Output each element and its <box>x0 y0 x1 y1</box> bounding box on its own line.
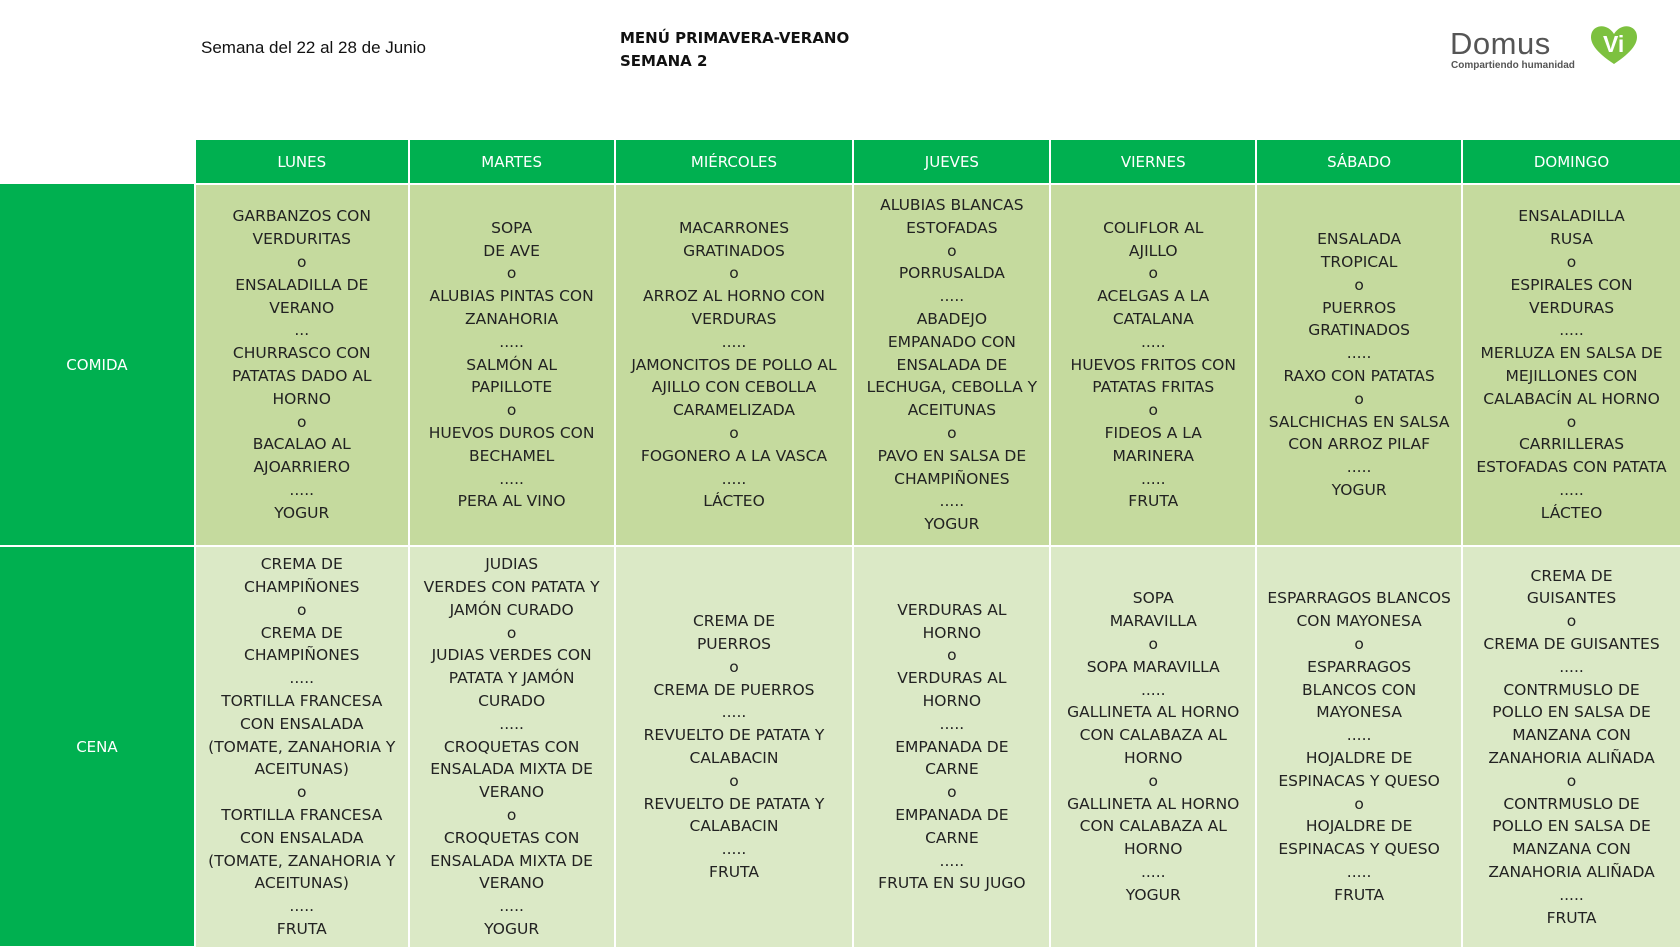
comida-cell-jueves <box>853 184 1050 546</box>
comida-cell-lunes <box>195 184 409 546</box>
day-header-lunes: LUNES <box>195 140 409 184</box>
day-header-martes: MARTES <box>409 140 615 184</box>
row-label-comida: COMIDA <box>0 184 195 546</box>
comida-row <box>0 184 1680 546</box>
menu-title-line2: SEMANA 2 <box>620 52 708 70</box>
logo-tagline: Compartiendo humanidad <box>1451 60 1575 71</box>
comida-text-miercoles: MACARRONES GRATINADOS o ARROZ AL HORNO CON VERDURAS ..... JAMONCITOS DE POLLO AL AJILLO CON CEBOLLA CARAMELIZADA o FOGONERO A LA VASCA ..... LÁCTEO <box>631 218 837 511</box>
comida-text-martes: SOPA DE AVE o ALUBIAS PINTAS CON ZANAHORIA ..... SALMÓN AL PAPILLOTE o HUEVOS DUROS CON BECHAMEL ..... PERA AL VINO <box>428 218 595 511</box>
cena-cell-viernes <box>1050 546 1256 947</box>
cena-text-sabado: ESPARRAGOS BLANCOS CON MAYONESA o ESPARRAGOS BLANCOS CON MAYONESA ..... HOJALDRE DE ESPINACAS Y QUESO o HOJALDRE DE ESPINACAS Y QUESO ..... FRUTA <box>1267 589 1451 904</box>
menu-title <box>620 27 849 73</box>
cena-cell-miercoles <box>615 546 854 947</box>
logo-heart-icon <box>1586 22 1642 66</box>
row-label-cena: CENA <box>0 546 195 947</box>
comida-cell-viernes <box>1050 184 1256 546</box>
comida-cell-domingo <box>1462 184 1680 546</box>
cena-cell-domingo <box>1462 546 1680 947</box>
cena-text-miercoles: CREMA DE PUERROS o CREMA DE PUERROS ..... REVUELTO DE PATATA Y CALABACIN o REVUELTO DE PATATA Y CALABACIN ..... FRUTA <box>643 612 825 881</box>
comida-cell-miercoles <box>615 184 854 546</box>
week-label: Semana del 22 al 28 de Junio <box>201 38 426 57</box>
cena-cell-jueves <box>853 546 1050 947</box>
comida-text-sabado: ENSALADA TROPICAL o PUERROS GRATINADOS ..... RAXO CON PATATAS o SALCHICHAS EN SALSA CON ARROZ PILAF ..... YOGUR <box>1268 230 1450 499</box>
cena-text-domingo: CREMA DE GUISANTES o CREMA DE GUISANTES ..... CONTRMUSLO DE POLLO EN SALSA DE MANZANA CON ZANAHORIA ALIÑADA o CONTRMUSLO DE POLLO EN SALSA DE MANZANA CON ZANAHORIA ALIÑADA ..... FRUTA <box>1483 566 1660 927</box>
cena-row <box>0 546 1680 947</box>
logo-word: Domus <box>1450 26 1551 61</box>
comida-text-viernes: COLIFLOR AL AJILLO o ACELGAS A LA CATALANA ..... HUEVOS FRITOS CON PATATAS FRITAS o FIDEOS A LA MARINERA ..... FRUTA <box>1070 218 1236 511</box>
day-header-viernes: VIERNES <box>1050 140 1256 184</box>
day-header-miercoles: MIÉRCOLES <box>615 140 854 184</box>
header-corner <box>0 140 195 184</box>
day-header-jueves: JUEVES <box>853 140 1050 184</box>
comida-text-jueves: ALUBIAS BLANCAS ESTOFADAS o PORRUSALDA ..... ABADEJO EMPANADO CON ENSALADA DE LECHUGA, CEBOLLA Y ACEITUNAS o PAVO EN SALSA DE CHAMPIÑONES ..... YOGUR <box>866 196 1038 534</box>
comida-text-lunes: GARBANZOS CON VERDURITAS o ENSALADILLA DE VERANO ... CHURRASCO CON PATATAS DADO AL HORNO o BACALAO AL AJOARRIERO ..... YOGUR <box>231 207 372 522</box>
day-header-sabado: SÁBADO <box>1256 140 1462 184</box>
day-header-domingo: DOMINGO <box>1462 140 1680 184</box>
weekly-menu-table <box>0 140 1680 948</box>
cena-text-viernes: SOPA MARAVILLA o SOPA MARAVILLA ..... GALLINETA AL HORNO CON CALABAZA AL HORNO o GALLINETA AL HORNO CON CALABAZA AL HORNO ..... YOGUR <box>1067 589 1240 904</box>
menu-title-line1: MENÚ PRIMAVERA-VERANO <box>620 29 850 47</box>
domusvi-logo <box>1448 22 1648 74</box>
cena-cell-martes <box>409 546 615 947</box>
cena-text-martes: JUDIAS VERDES CON PATATA Y JAMÓN CURADO o JUDIAS VERDES CON PATATA Y JAMÓN CURADO ..... CROQUETAS CON ENSALADA MIXTA DE VERANO o CROQUETAS CON ENSALADA MIXTA DE VERANO ..... YOGUR <box>423 555 600 938</box>
cena-cell-sabado <box>1256 546 1462 947</box>
cena-text-lunes: CREMA DE CHAMPIÑONES o CREMA DE CHAMPIÑONES ..... TORTILLA FRANCESA CON ENSALADA (TOMATE, ZANAHORIA Y ACEITUNAS) o TORTILLA FRANCESA CON ENSALADA (TOMATE, ZANAHORIA Y ACEITUNAS) ..... FRUTA <box>208 555 396 938</box>
cena-text-jueves: VERDURAS AL HORNO o VERDURAS AL HORNO ..... EMPANADA DE CARNE o EMPANADA DE CARNE ..... FRUTA EN SU JUGO <box>878 600 1026 893</box>
comida-text-domingo: ENSALADILLA RUSA o ESPIRALES CON VERDURAS ..... MERLUZA EN SALSA DE MEJILLONES CON CALABACÍN AL HORNO o CARRILLERAS ESTOFADAS CON PATATA ..... LÁCTEO <box>1476 207 1667 522</box>
logo-letters: Vi <box>1603 31 1625 57</box>
cena-cell-lunes <box>195 546 409 947</box>
comida-cell-martes <box>409 184 615 546</box>
days-header-row <box>0 140 1680 184</box>
comida-cell-sabado <box>1256 184 1462 546</box>
